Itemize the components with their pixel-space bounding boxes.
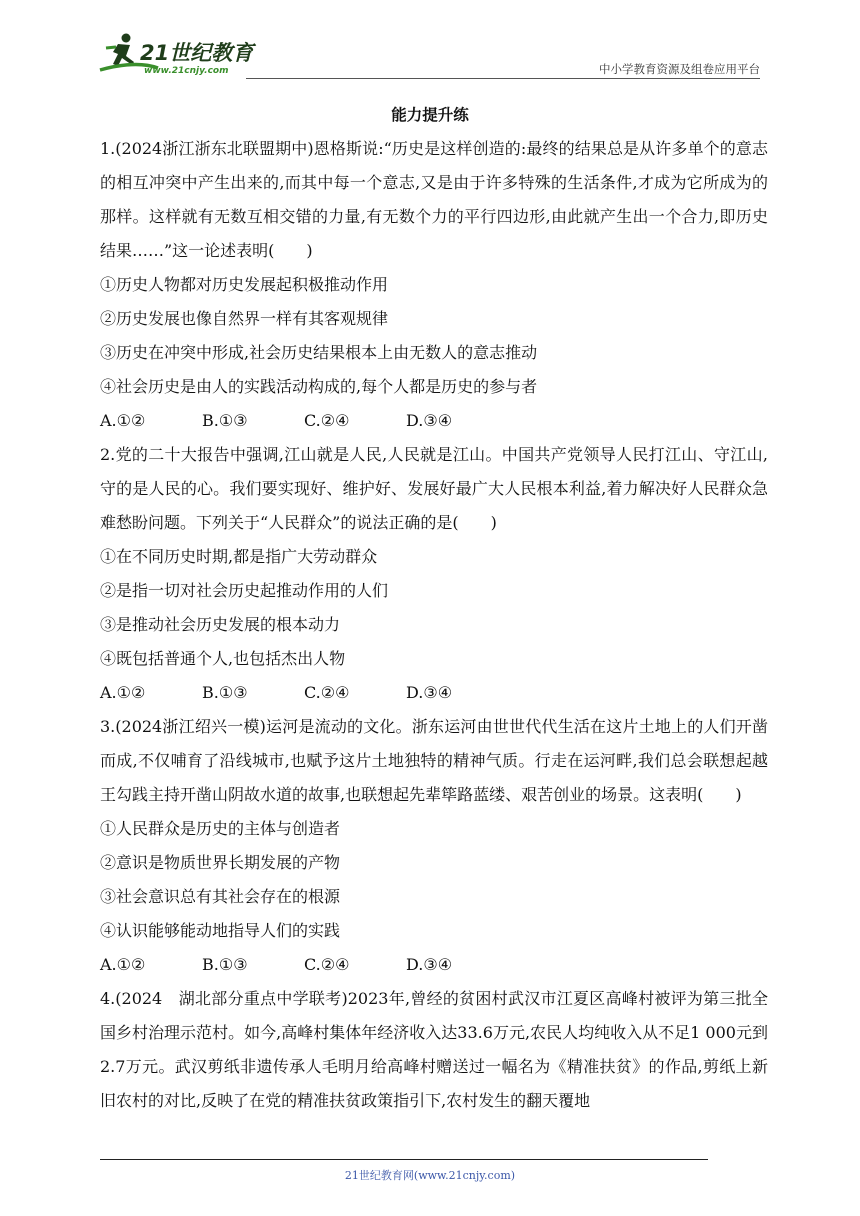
question-3 — [100, 710, 768, 982]
question-4 — [100, 982, 768, 1118]
choice-d: D.③④ — [406, 683, 453, 702]
statement-option: ④既包括普通个人,也包括杰出人物 — [100, 649, 346, 668]
choice-b: B.①③ — [202, 683, 248, 702]
statement-option: ④认识能够能动地指导人们的实践 — [100, 921, 341, 940]
question-list — [100, 132, 768, 1118]
question-2 — [100, 438, 768, 710]
statement-option: ①人民群众是历史的主体与创造者 — [100, 819, 341, 838]
statement-option: ③是推动社会历史发展的根本动力 — [100, 615, 341, 634]
footer-text: 21世纪教育网(www.21cnjy.com) — [344, 1169, 516, 1182]
choice-b: B.①③ — [202, 955, 248, 974]
choice-a: A.①② — [100, 411, 146, 430]
question-stem: 2.党的二十大报告中强调,江山就是人民,人民就是江山。中国共产党领导人民打江山、守江山,守的是人民的心。我们要实现好、维护好、发展好最广大人民根本利益,着力解决好人民群众急难愁盼问题。下列关于“人民群众”的说法正确的是( ) — [100, 445, 768, 532]
platform-name: 中小学教育资源及组卷应用平台 — [599, 62, 760, 76]
logo-url: www.21cnjy.com — [144, 66, 229, 76]
choice-a: A.①② — [100, 683, 146, 702]
choice-b: B.①③ — [202, 411, 248, 430]
statement-option: ③社会意识总有其社会存在的根源 — [100, 887, 341, 906]
choice-c: C.②④ — [304, 411, 350, 430]
statement-option: ④社会历史是由人的实践活动构成的,每个人都是历史的参与者 — [100, 377, 538, 396]
page-title: 能力提升练 — [391, 106, 469, 124]
page-header — [96, 30, 760, 78]
choice-a: A.①② — [100, 955, 146, 974]
choice-c: C.②④ — [304, 683, 350, 702]
statement-option: ①历史人物都对历史发展起积极推动作用 — [100, 275, 389, 294]
question-stem: 4.(2024 湖北部分重点中学联考)2023年,曾经的贫困村武汉市江夏区高峰村被评为第三批全国乡村治理示范村。如今,高峰村集体年经济收入达33.6万元,农民人均纯收入从不足1 000元到2.7万元。武汉剪纸非遗传承人毛明月给高峰村赠送过一幅名为《精准扶贫》的作品,剪纸上新旧农村的对比,反映了在党的精准扶贫政策指引下,农村发生的翻天覆地 — [100, 989, 768, 1110]
answer-choices — [100, 948, 768, 982]
statement-option: ③历史在冲突中形成,社会历史结果根本上由无数人的意志推动 — [100, 343, 538, 362]
header-divider — [246, 78, 760, 79]
statement-option: ①在不同历史时期,都是指广大劳动群众 — [100, 547, 378, 566]
statement-option: ②意识是物质世界长期发展的产物 — [100, 853, 341, 872]
statement-option: ②历史发展也像自然界一样有其客观规律 — [100, 309, 389, 328]
choice-d: D.③④ — [406, 955, 453, 974]
question-stem: 3.(2024浙江绍兴一模)运河是流动的文化。浙东运河由世世代代生活在这片土地上的人们开凿而成,不仅哺育了沿线城市,也赋予这片土地独特的精神气质。行走在运河畔,我们总会联想起越王勾践主持开凿山阴故水道的故事,也联想起先辈筚路蓝缕、艰苦创业的场景。这表明( ) — [100, 717, 768, 804]
choice-d: D.③④ — [406, 411, 453, 430]
answer-choices — [100, 676, 768, 710]
question-stem: 1.(2024浙江浙东北联盟期中)恩格斯说:“历史是这样创造的:最终的结果总是从许多单个的意志的相互冲突中产生出来的,而其中每一个意志,又是由于许多特殊的生活条件,才成为它所成为的那样。这样就有无数互相交错的力量,有无数个力的平行四边形,由此就产生出一个合力,即历史结果……”这一论述表明( ) — [100, 139, 768, 260]
answer-choices — [100, 404, 768, 438]
statement-option: ②是指一切对社会历史起推动作用的人们 — [100, 581, 389, 600]
footer-divider — [100, 1159, 708, 1160]
logo — [96, 30, 266, 76]
question-1 — [100, 132, 768, 438]
choice-c: C.②④ — [304, 955, 350, 974]
logo-text: 21世纪教育 — [140, 41, 254, 65]
